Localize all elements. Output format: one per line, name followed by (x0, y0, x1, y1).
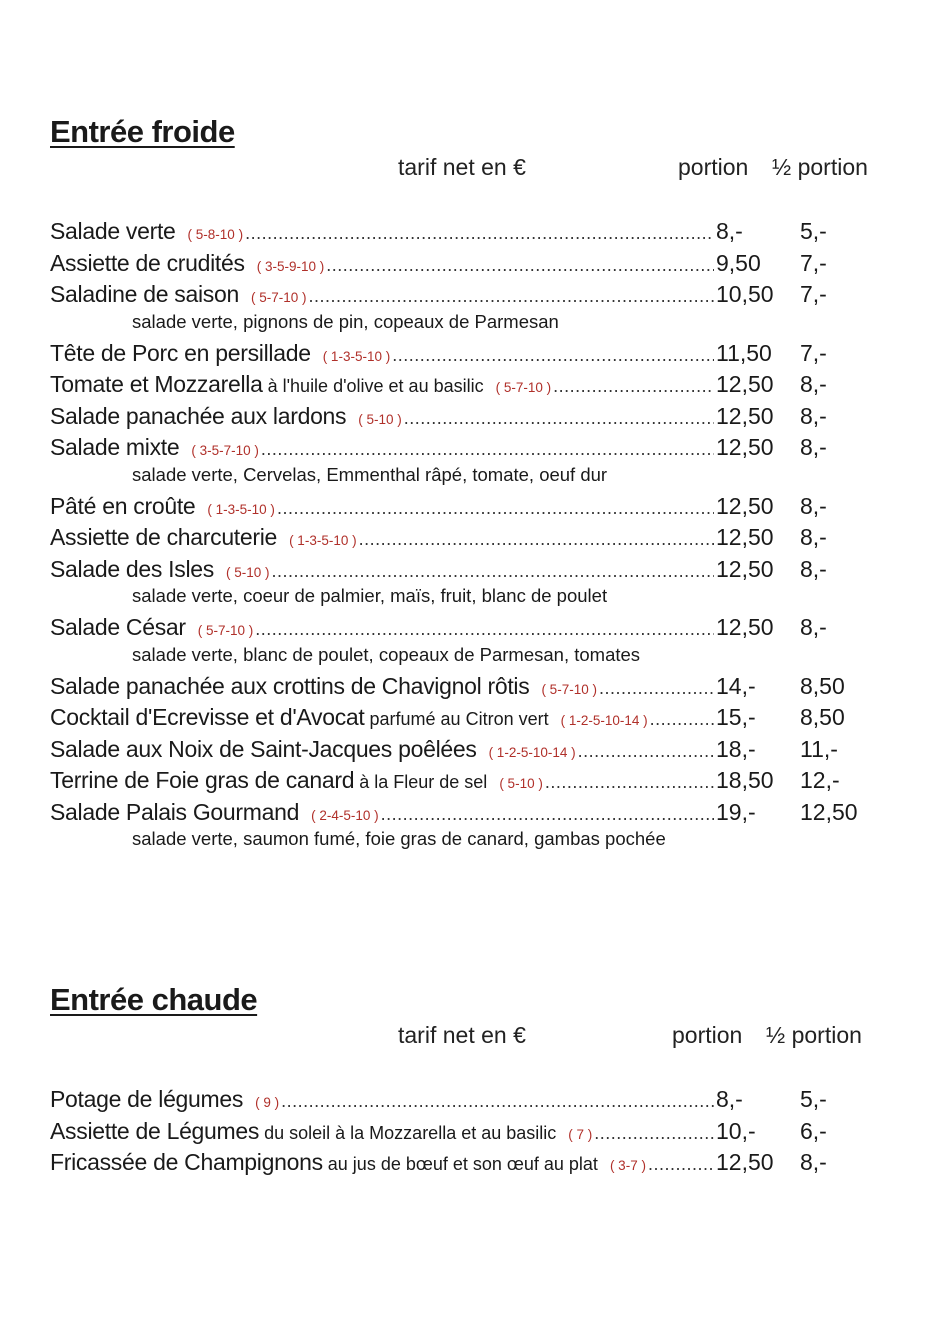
menu-item (50, 734, 890, 766)
allergen-codes: ( 1-3-5-10 ) (207, 501, 275, 517)
allergen-codes: ( 5-8-10 ) (187, 227, 244, 242)
menu-item (50, 401, 890, 433)
dot-leader (599, 673, 714, 705)
item-extra: parfumé au Citron vert (369, 709, 549, 729)
allergen-codes: ( 5-10 ) (225, 564, 270, 580)
menu-item (50, 338, 890, 370)
menu-item (50, 432, 890, 464)
price-half-portion: 6,- (800, 1117, 827, 1144)
section-title: Entrée froide (50, 114, 235, 149)
price-half-portion: 7,- (800, 249, 827, 276)
item-name: Salade Palais Gourmand (50, 798, 300, 825)
allergen-codes: ( 1-3-5-10 ) (322, 348, 391, 364)
allergen-codes: ( 5-10 ) (499, 776, 543, 791)
menu-list (50, 216, 890, 855)
dot-leader (277, 493, 714, 525)
half-portion-label: ½ portion (766, 1022, 862, 1048)
tarif-label: tarif net en € (398, 1022, 526, 1048)
menu-item (50, 491, 890, 523)
price-half-portion: 8,- (800, 492, 827, 519)
item-name: Salade panachée aux crottins de Chavignol rôtis (50, 672, 530, 699)
allergen-codes: ( 5-7-10 ) (197, 623, 254, 638)
portion-label: portion (672, 1022, 743, 1048)
item-name: Tomate et Mozzarella (50, 371, 263, 397)
allergen-codes: ( 5-7-10 ) (541, 681, 597, 697)
price-portion: 18,50 (716, 767, 774, 793)
price-portion: 12,50 (716, 1149, 774, 1175)
item-description: salade verte, saumon fumé, foie gras de canard, gambas pochée (132, 828, 666, 849)
price-half-portion: 8,- (800, 614, 827, 640)
price-portion: 10,- (716, 1117, 756, 1144)
dot-leader (392, 340, 714, 372)
dot-leader (381, 799, 714, 831)
item-name: Tête de Porc en persillade (50, 339, 311, 366)
price-half-portion: 8,- (800, 371, 827, 397)
price-portion: 12,50 (716, 614, 774, 640)
price-portion: 15,- (716, 704, 756, 730)
item-description: salade verte, Cervelas, Emmenthal râpé, tomate, oeuf dur (132, 463, 608, 485)
price-half-portion: 8,- (800, 555, 827, 582)
item-name: Assiette de charcuterie (50, 524, 278, 550)
price-half-portion: 12,50 (800, 798, 858, 825)
dot-leader (359, 524, 714, 556)
price-half-portion: 8,50 (800, 704, 845, 730)
dot-leader (309, 281, 715, 313)
dot-leader (648, 1149, 714, 1181)
menu-item (50, 369, 890, 401)
price-half-portion: 5,- (800, 218, 827, 244)
dot-leader (281, 1086, 714, 1118)
menu-item (50, 554, 890, 586)
menu-item (50, 522, 890, 554)
allergen-codes: ( 3-7 ) (609, 1158, 646, 1173)
price-half-portion: 8,50 (800, 672, 845, 699)
price-half-portion: 8,- (800, 1149, 827, 1175)
item-name: Cocktail d'Ecrevisse et d'Avocat (50, 704, 365, 730)
menu-item (50, 1116, 890, 1148)
dot-leader (404, 403, 714, 435)
price-portion: 10,50 (716, 281, 774, 307)
dot-leader (553, 371, 714, 403)
section-entree-chaude (50, 980, 890, 1179)
price-half-portion: 7,- (800, 281, 827, 307)
dot-leader (272, 556, 715, 588)
price-portion: 8,- (716, 218, 743, 244)
item-name: Salade aux Noix de Saint-Jacques poêlées (50, 735, 477, 762)
menu-item (50, 216, 890, 248)
allergen-codes: ( 1-2-5-10-14 ) (560, 713, 648, 728)
dot-leader (261, 434, 714, 466)
price-portion: 14,- (716, 672, 756, 699)
menu-item (50, 612, 890, 644)
item-name: Fricassée de Champignons (50, 1149, 323, 1175)
item-name: Salade panachée aux lardons (50, 402, 347, 429)
dot-leader (255, 614, 714, 646)
allergen-codes: ( 3-5-7-10 ) (191, 443, 259, 458)
price-half-portion: 7,- (800, 339, 827, 366)
tarif-label: tarif net en € (398, 154, 526, 180)
column-header (50, 1020, 890, 1060)
menu-item (50, 797, 890, 829)
column-header (50, 152, 890, 192)
menu-item (50, 1147, 890, 1179)
price-half-portion: 11,- (800, 735, 838, 762)
allergen-codes: ( 5-7-10 ) (250, 290, 307, 305)
allergen-codes: ( 1-3-5-10 ) (289, 533, 357, 548)
price-portion: 12,50 (716, 434, 774, 460)
menu-list (50, 1084, 890, 1179)
price-portion: 12,50 (716, 492, 774, 519)
item-name: Salade des Isles (50, 555, 214, 582)
dot-leader (545, 767, 714, 799)
price-half-portion: 8,- (800, 402, 827, 429)
item-name: Pâté en croûte (50, 492, 196, 519)
menu-item (50, 765, 890, 797)
price-portion: 12,50 (716, 555, 774, 582)
item-description: salade verte, blanc de poulet, copeaux de Parmesan, tomates (132, 643, 641, 665)
item-name: Assiette de crudités (50, 249, 245, 276)
item-name: Salade mixte (50, 434, 180, 460)
item-name: Salade César (50, 614, 186, 640)
price-portion: 8,- (716, 1086, 743, 1112)
portion-label: portion (678, 154, 749, 180)
allergen-codes: ( 5-7-10 ) (495, 380, 552, 395)
menu-item (50, 671, 890, 703)
allergen-codes: ( 5-10 ) (358, 411, 402, 427)
item-extra: à l'huile d'olive et au basilic (267, 376, 484, 396)
dot-leader (326, 250, 714, 282)
menu-item (50, 702, 890, 734)
item-extra: à la Fleur de sel (359, 772, 488, 792)
item-extra: au jus de bœuf et son œuf au plat (327, 1154, 598, 1174)
section-title: Entrée chaude (50, 982, 258, 1017)
price-portion: 18,- (716, 735, 756, 762)
menu-item (50, 248, 890, 280)
price-half-portion: 12,- (800, 767, 840, 793)
item-description: salade verte, pignons de pin, copeaux de Parmesan (132, 310, 559, 332)
item-description: salade verte, coeur de palmier, maïs, fruit, blanc de poulet (132, 585, 608, 606)
price-half-portion: 5,- (800, 1086, 827, 1112)
price-half-portion: 8,- (800, 524, 827, 550)
section-entree-froide (50, 112, 890, 855)
price-portion: 9,50 (716, 249, 761, 276)
item-name: Potage de légumes (50, 1086, 244, 1112)
price-portion: 12,50 (716, 402, 774, 429)
dot-leader (594, 1118, 714, 1150)
price-portion: 12,50 (716, 371, 774, 397)
allergen-codes: ( 1-2-5-10-14 ) (488, 744, 576, 760)
item-name: Terrine de Foie gras de canard (50, 767, 355, 793)
price-portion: 19,- (716, 798, 756, 825)
item-extra: du soleil à la Mozzarella et au basilic (264, 1122, 557, 1143)
allergen-codes: ( 9 ) (255, 1095, 280, 1110)
dot-leader (578, 736, 714, 768)
item-name: Saladine de saison (50, 281, 239, 307)
dot-leader (245, 218, 714, 250)
half-portion-label: ½ portion (772, 154, 868, 180)
item-name: Salade verte (50, 218, 176, 244)
allergen-codes: ( 7 ) (568, 1126, 593, 1142)
price-half-portion: 8,- (800, 434, 827, 460)
item-name: Assiette de Légumes (50, 1117, 260, 1144)
allergen-codes: ( 2-4-5-10 ) (311, 807, 379, 823)
menu-item (50, 279, 890, 311)
price-portion: 11,50 (716, 339, 772, 366)
price-portion: 12,50 (716, 524, 774, 550)
allergen-codes: ( 3-5-9-10 ) (256, 258, 325, 274)
menu-item (50, 1084, 890, 1116)
dot-leader (650, 704, 714, 736)
